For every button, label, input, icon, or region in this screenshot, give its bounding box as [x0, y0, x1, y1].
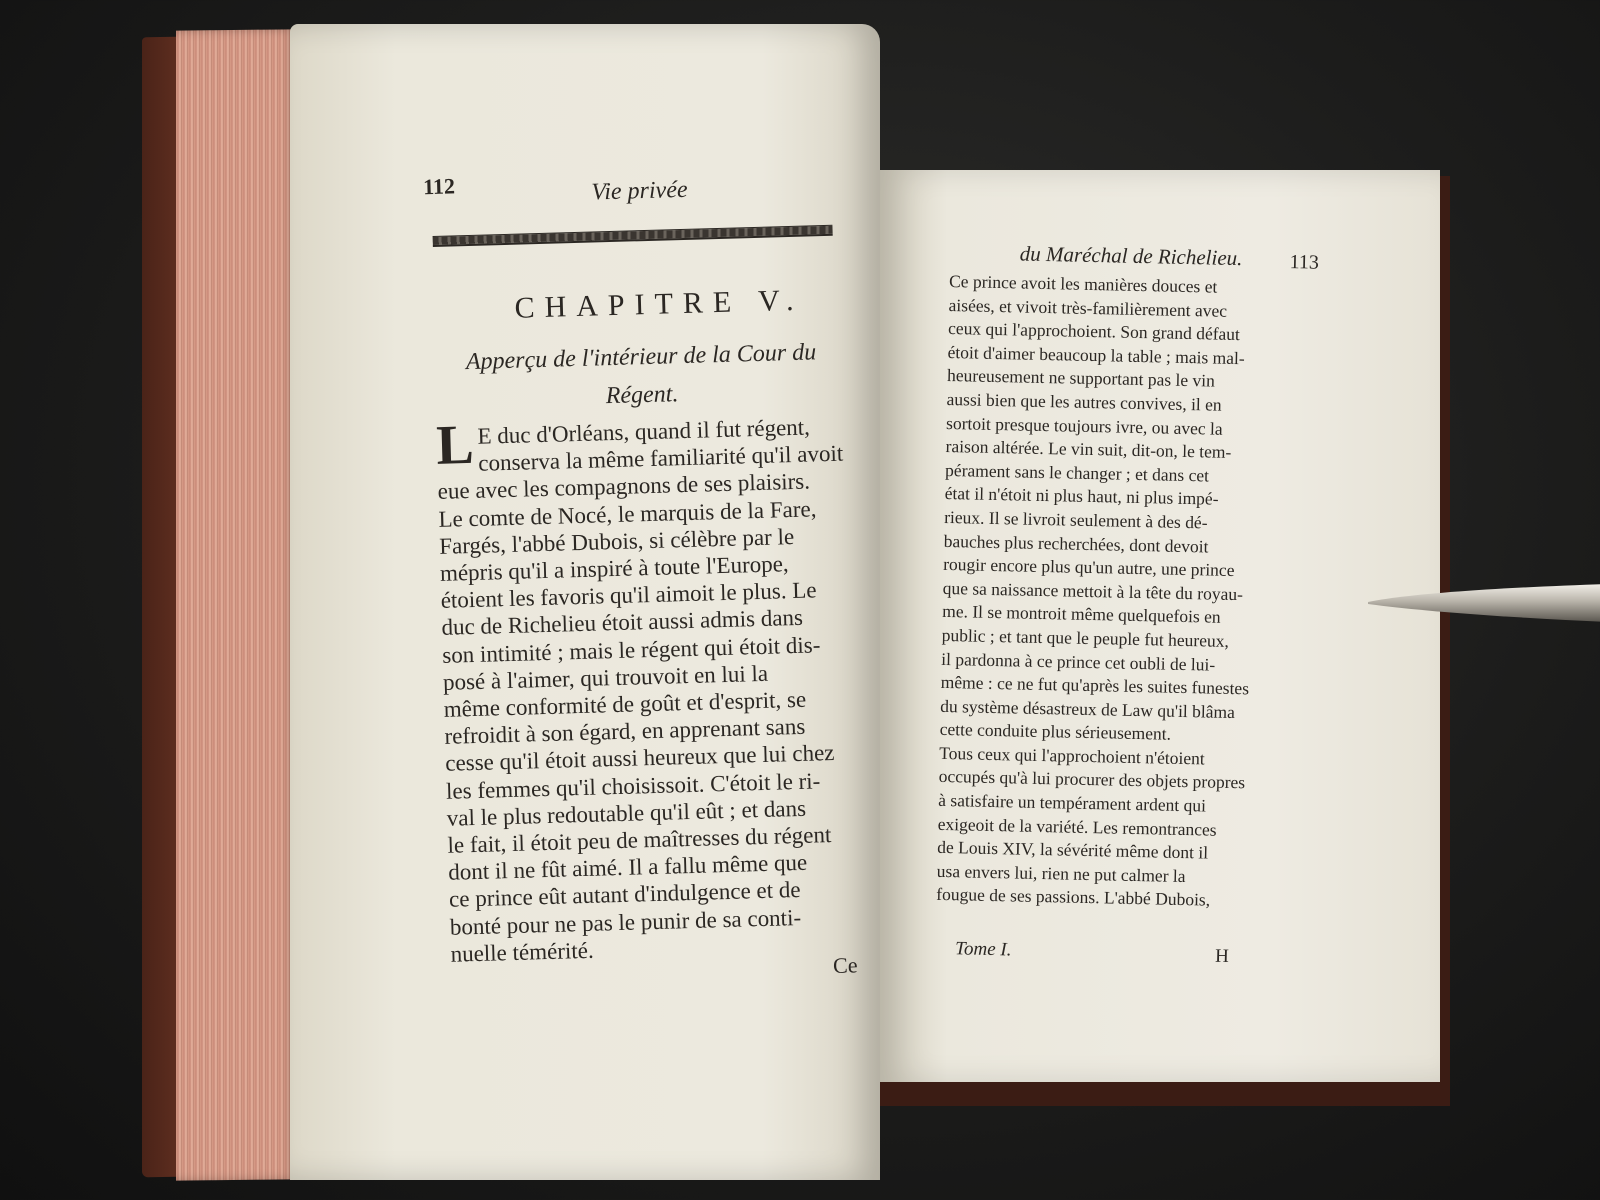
ornamental-rule: [433, 225, 833, 247]
left-catchword: Ce: [832, 952, 858, 979]
left-folio: 112: [422, 173, 456, 200]
drop-cap: L: [435, 413, 475, 477]
chapter-subtitle: Apperçu de l'intérieur de la Cour du Régent.: [465, 339, 817, 410]
left-page-text: [422, 132, 870, 979]
left-page: [290, 24, 880, 1180]
signature-mark: H: [1214, 945, 1230, 967]
right-body-text: Ce prince avoit les manières douces et aisées, et vivoit très-familièrement avec ceux qui l'approchoient. Son grand défaut étoit d'aimer beaucoup la table ; mais mal- heureusement ne supportant pas le vin aussi bien que les autres convives, il en sortoit presque toujours ivre, ou avec la raison altérée. Le vin suit, dit-on, le tem- pérament sans le changer ; et dans cet état il n'étoit ni plus haut, ni plus impé- rieux. Il se livroit seulement à des dé- bauches plus recherchées, dont devoit rougir encore plus qu'un autre, une prince que sa naissance mettoit à la tête du royau- me. Il se montroit même quelquefois en public ; et tant que le peuple fut heureux, il pardonna à ce prince cet oubli de lui- même : ce ne fut qu'après les suites funestes du système désastreux de Law qu'il blâma cette conduite plus sérieusement. Tous ceux qui l'approchoient n'étoient occupés qu'à lui procurer des objets propres à satisfaire un tempérament ardent qui exigeoit de la variété. Les remontrances de Louis XIV, la sévérité même dont il usa envers lui, rien ne put calmer la fougue de ses passions. L'abbé Dubois,: [936, 270, 1250, 911]
chapter-title: CHAPITRE V.: [514, 283, 804, 325]
right-page: [880, 170, 1440, 1082]
left-body-content: E duc d'Orléans, quand il fut régent, conserva la même familiarité qu'il avoit eue avec les compagnons de ses plaisirs. Le comte de Nocé, le marquis de la Fare, Fargés, l'abbé Dubois, si célèbre par le mépris qu'il a inspiré à toute l'Europe, étoient les favoris qu'il aimoit le plus. Le duc de Richelieu étoit aussi admis dans son intimité ; mais le régent qui étoit dis- posé à l'aimer, qui trouvoit en lui la même conformité de goût et d'esprit, se refroidit à son égard, en apprenant sans cesse qu'il étoit aussi heureux que lui chez les femmes qu'il choisissoit. C'étoit le ri- val le plus redoutable qu'il eût ; et dans le fait, il étoit peu de maîtresses du régent dont il ne fût aimé. Il a fallu même que ce prince eût autant d'indulgence et de bonté pour ne pas le punir de sa conti- nuelle témérité.: [437, 414, 844, 967]
left-running-head: Vie privée: [591, 176, 688, 206]
right-folio: 113: [1289, 251, 1320, 274]
right-running-head: du Maréchal de Richelieu.: [1019, 241, 1243, 271]
page-edges: [176, 29, 296, 1180]
signature-tome: Tome I.: [954, 938, 1012, 961]
left-body-text: [436, 412, 866, 967]
right-page-text: [936, 240, 1340, 967]
metal-pointer-icon: [1368, 584, 1600, 624]
